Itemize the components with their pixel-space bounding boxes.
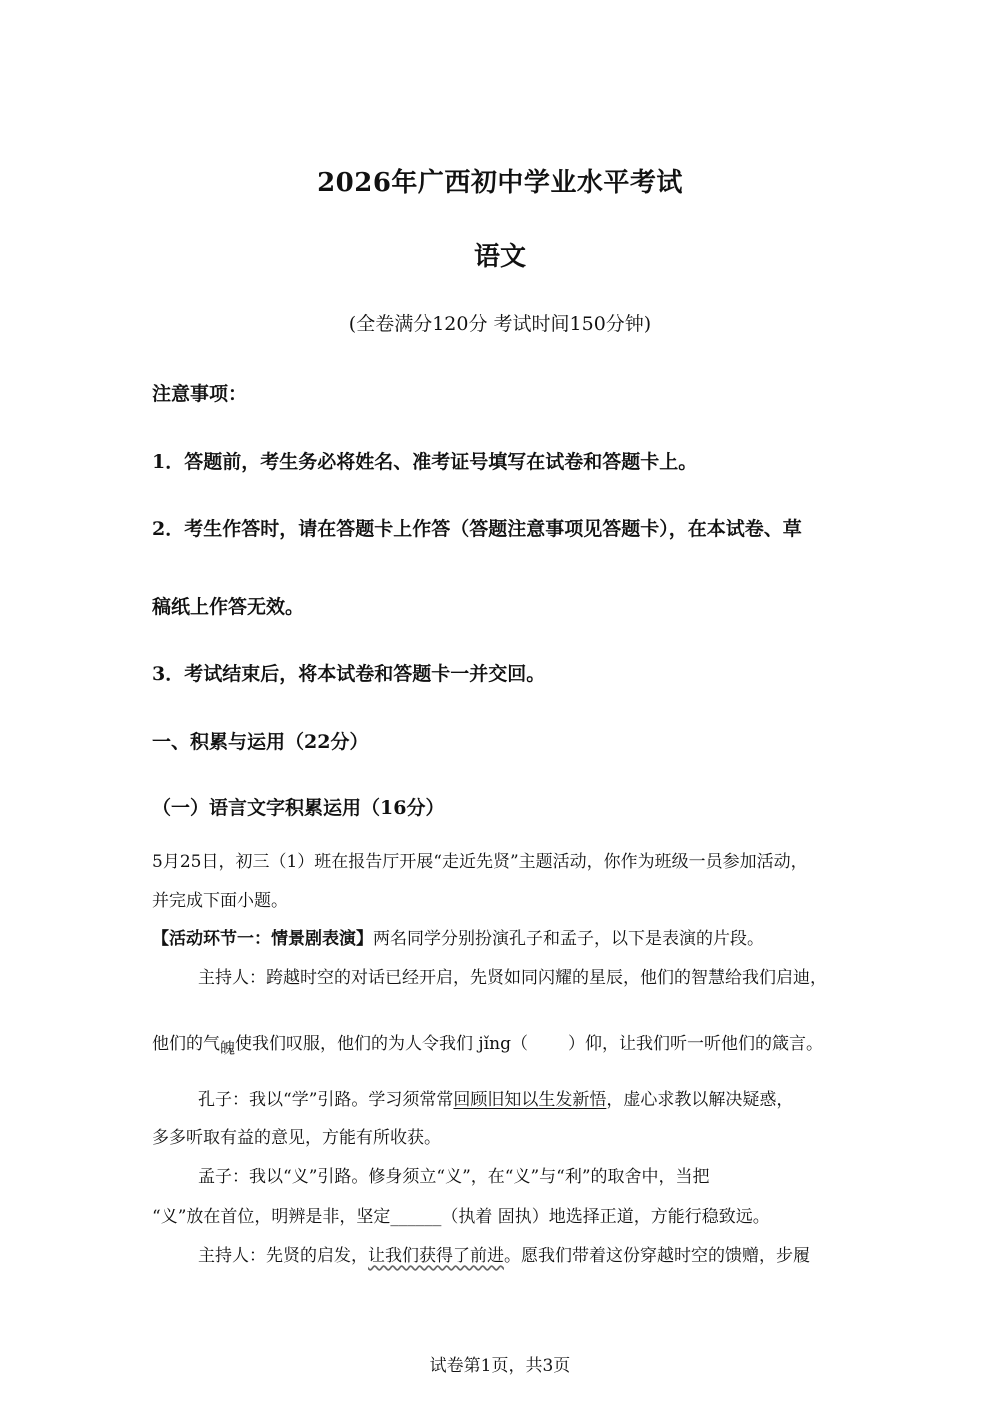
page-number-footer: 试卷第1页，共3页 [429, 1356, 571, 1376]
host-line-2 [152, 1034, 823, 1057]
exam-meta: (全卷满分120分 考试时间150分钟) [348, 313, 652, 335]
mengzi-line-1: 孟子：我以“义”引路。修身须立“义”，在“义”与“利”的取舍中，当把 [198, 1167, 710, 1187]
subsection-heading: （一）语言文字积累运用（16分） [152, 797, 445, 819]
kongzi-line-1 [198, 1092, 793, 1109]
mengzi-line-2: “义”放在首位，明辨是非，坚定______（执着 固执）地选择正道，方能行稳致远。 [152, 1207, 770, 1227]
kongzi-part-a: 孔子：我以“学”引路。学习须常常 [198, 1090, 454, 1110]
host-closing-wavy-phrase: 让我们获得了前进 [368, 1246, 504, 1266]
kongzi-part-b: ，虚心求教以解决疑惑， [606, 1090, 794, 1110]
small-character: 魄 [220, 1039, 236, 1057]
intro-line-1: 5月25日，初三（1）班在报告厅开展“走近先贤”主题活动，你作为班级一员参加活动， [152, 852, 808, 872]
host-line-1: 主持人：跨越时空的对话已经开启，先贤如同闪耀的星辰，他们的智慧给我们启迪， [198, 968, 827, 988]
intro-line-2: 并完成下面小题。 [152, 891, 288, 911]
section-heading: 一、积累与运用（22分） [152, 731, 369, 753]
notice-item-2-line-1: 2．考生作答时，请在答题卡上作答（答题注意事项见答题卡），在本试卷、草 [152, 518, 802, 540]
kongzi-line-2: 多多听取有益的意见，方能有所收获。 [152, 1128, 441, 1148]
notice-heading: 注意事项： [152, 383, 248, 405]
notice-item-1: 1．答题前，考生务必将姓名、准考证号填写在试卷和答题卡上。 [152, 451, 698, 473]
host-line-2-part-b: 使我们叹服，他们的为人令我们 jǐng（ [235, 1034, 528, 1054]
host-line-2-part-a: 他们的气 [152, 1034, 220, 1054]
kongzi-underlined-phrase: 回顾旧知以生发新悟 [453, 1090, 607, 1110]
host-closing-line [198, 1248, 810, 1265]
notice-item-2-line-2: 稿纸上作答无效。 [152, 596, 305, 618]
host-line-2-part-c: ）仰，让我们听一听他们的箴言。 [567, 1034, 823, 1054]
activity-label: 【活动环节一：情景剧表演】 [152, 929, 373, 949]
activity-text: 两名同学分别扮演孔子和孟子，以下是表演的片段。 [373, 929, 764, 949]
notice-item-3: 3．考试结束后，将本试卷和答题卡一并交回。 [152, 663, 546, 685]
exam-title: 2026年广西初中学业水平考试 [317, 168, 683, 198]
exam-subject: 语文 [473, 242, 526, 272]
host-closing-part-b: 。愿我们带着这份穿越时空的馈赠，步履 [504, 1246, 810, 1266]
activity-line [152, 931, 764, 948]
host-closing-part-a: 主持人：先贤的启发， [198, 1246, 368, 1266]
